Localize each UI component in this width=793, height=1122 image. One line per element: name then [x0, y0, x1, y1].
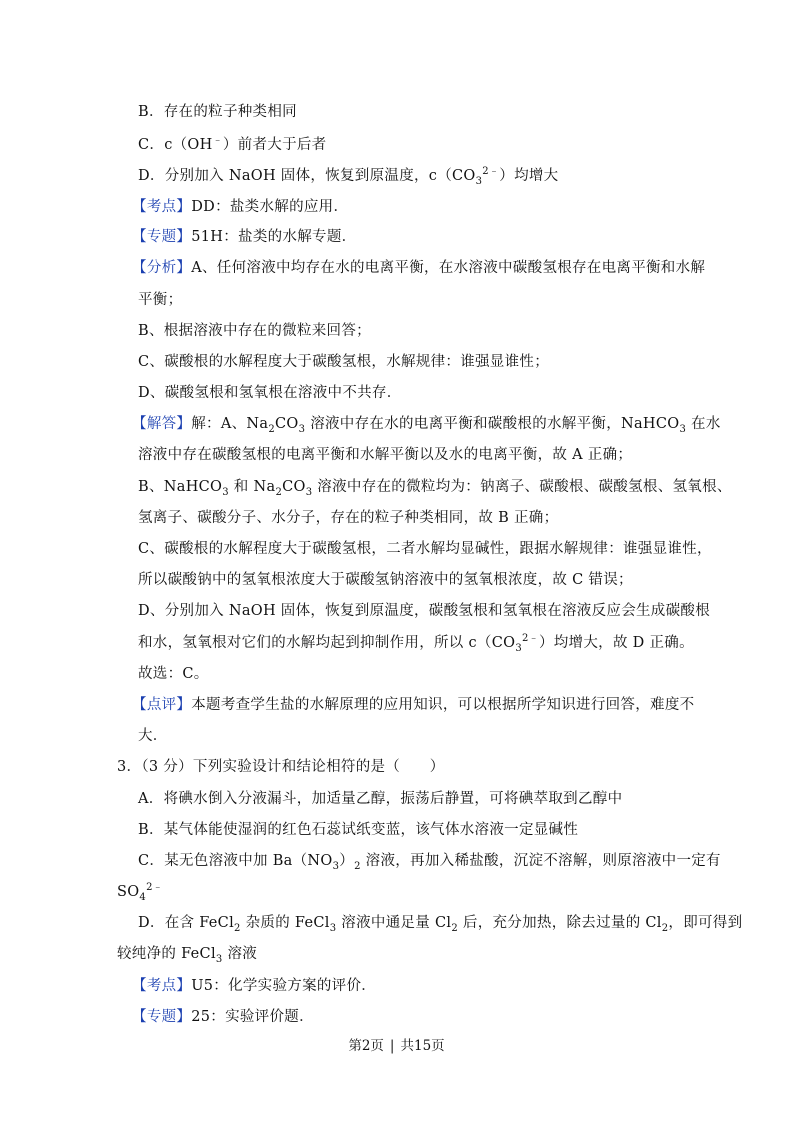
zhuanti2-tag: 专题 [146, 1009, 177, 1025]
page-number: 第2页 [348, 1038, 384, 1054]
page-total: 共15页 [400, 1038, 445, 1054]
dianping-line-2: 大． [138, 728, 168, 744]
zhuanti-tag: 专题 [146, 229, 177, 245]
guxuan-line: 故选：C。 [138, 666, 209, 682]
fenxi-line-2: 平衡； [138, 292, 183, 308]
jieda-line-4: 氢离子、碳酸分子、水分子，存在的粒子种类相同，故 B 正确； [138, 510, 559, 526]
q3-option-c: C．某无色溶液中加 $Ba(NO_3)_2$ 溶液，再加入稀盐酸，沉淀不溶解，则原溶液中一定有 [138, 853, 721, 872]
q3-option-c-cont: $SO_4^{2﹣}$ [117, 882, 164, 903]
jieda-line-8: 和水，氢氧根对它们的水解均起到抑制作用，所以 $c(CO_3^{2﹣})$均增大，故 D 正确。 [138, 633, 694, 654]
kaodian2-tag: 考点 [146, 978, 177, 994]
fenxi-line-5: D、碳酸氢根和氢氧根在溶液中不共存． [138, 385, 402, 401]
option-c-text: C．c（OH﹣）前者大于后者 [138, 135, 327, 153]
q3-option-d: D．在含 FeCl$_2$ 杂质的 FeCl$_3$ 溶液中通足量 $Cl_2$ 后，充分加热，除去过量的 $Cl_2$，即可得到 [138, 915, 743, 934]
jieda-tag: 解答 [146, 416, 177, 432]
jieda-line-2: 溶液中存在碳酸氢根的电离平衡和水解平衡以及水的电离平衡，故 A 正确； [138, 447, 633, 463]
jieda-line-7: D、分别加入 NaOH 固体，恢复到原温度，碳酸氢根和氢氧根在溶液反应会生成碳酸根 [138, 603, 711, 619]
q3-option-a: A．将碘水倒入分液漏斗，加适量乙醇，振荡后静置，可将碘萃取到乙醇中 [138, 791, 623, 807]
jieda-line-1: 【解答】解：A、$Na_2CO_3$ 溶液中存在水的电离平衡和碳酸根的水解平衡，NaHCO$_3$ 在水 [132, 416, 721, 435]
kaodian2-line: 【考点】U5：化学实验方案的评价． [132, 978, 377, 994]
dianping-line-1: 【点评】本题考查学生盐的水解原理的应用知识，可以根据所学知识进行回答，难度不 [132, 697, 695, 713]
jieda-line-3: B、NaHCO$_3$ 和 $Na_2CO_3$ 溶液中存在的微粒均为：钠离子、碳酸根、碳酸氢根、氢氧根、 [138, 479, 732, 498]
kaodian-tag: 考点 [146, 199, 177, 215]
dianping-tag: 点评 [146, 697, 177, 713]
option-b-text: B．存在的粒子种类相同 [138, 104, 297, 120]
zhuanti-line: 【专题】51H：盐类的水解专题． [132, 229, 357, 245]
fenxi-line-1: 【分析】A、任何溶液中均存在水的电离平衡，在水溶液中碳酸氢根存在电离平衡和水解 [132, 260, 706, 276]
footer-separator: | [389, 1038, 395, 1054]
option-d-text: D．分别加入 NaOH 固体，恢复到原温度，$c(CO_3^{2﹣})$均增大 [138, 166, 559, 187]
kaodian-line: 【考点】DD：盐类水解的应用． [132, 199, 349, 215]
fenxi-line-3: B、根据溶液中存在的微粒来回答； [138, 323, 371, 339]
jieda-line-6: 所以碳酸钠中的氢氧根浓度大于碳酸氢钠溶液中的氢氧根浓度，故 C 错误； [138, 572, 633, 588]
fenxi-line-4: C、碳酸根的水解程度大于碳酸氢根，水解规律：谁强显谁性； [138, 354, 549, 370]
q3-option-d-cont: 较纯净的 FeCl$_3$ 溶液 [117, 946, 258, 965]
jieda-line-5: C、碳酸根的水解程度大于碳酸氢根，二者水解均显碱性，跟据水解规律：谁强显谁性， [138, 541, 712, 557]
zhuanti2-line: 【专题】25：实验评价题． [132, 1009, 314, 1025]
q3-option-b: B．某气体能使湿润的红色石蕊试纸变蓝，该气体水溶液一定显碱性 [138, 822, 579, 838]
fenxi-tag: 分析 [146, 260, 177, 276]
page-footer [0, 1036, 793, 1056]
question-3-stem: 3．（3 分）下列实验设计和结论相符的是（ ） [117, 759, 445, 775]
